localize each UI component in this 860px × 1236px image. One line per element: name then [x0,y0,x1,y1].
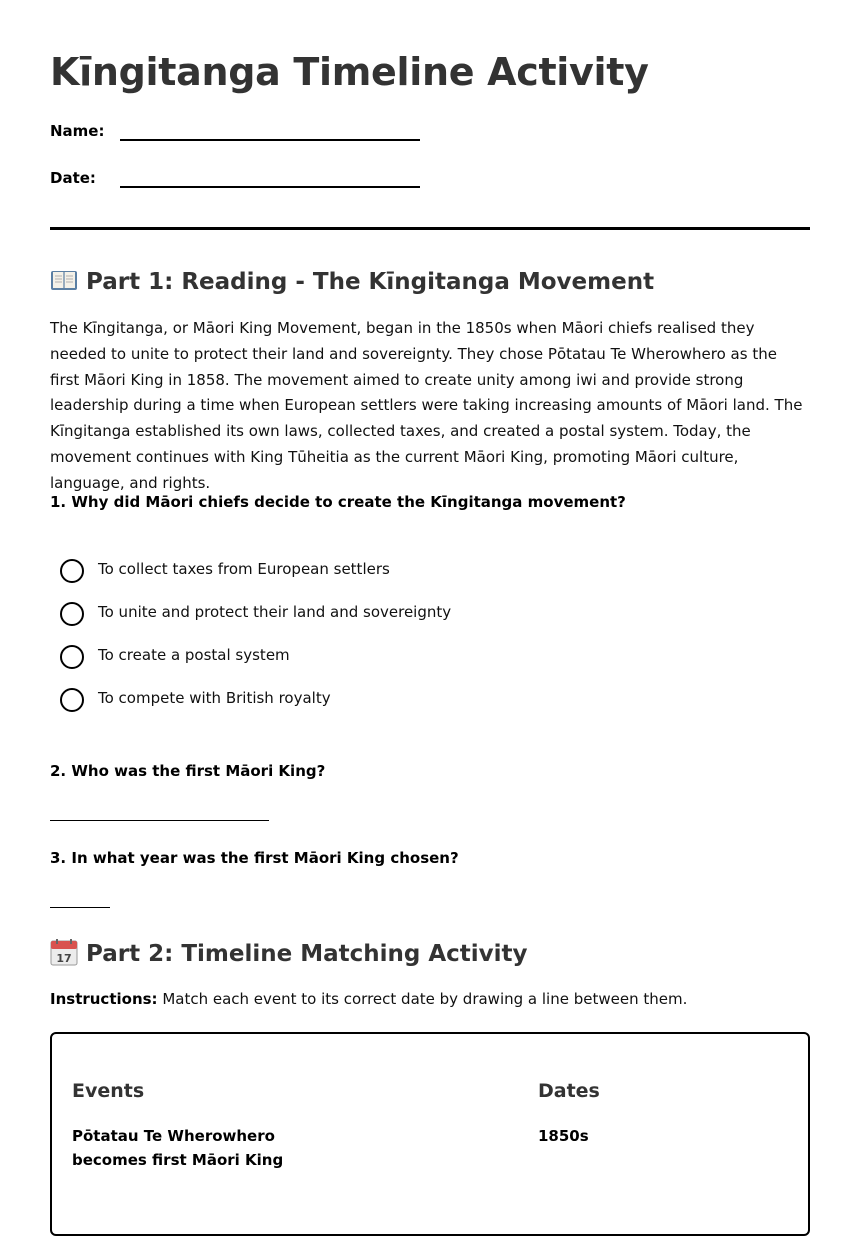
date-item[interactable]: 1850s [538,1127,589,1145]
reading-passage: The Kīngitanga, or Māori King Movement, began in the 1850s when Māori chiefs realised they needed to unite to protect their land and sovereignty. They chose Pōtatau Te Wherowhero as the first Māori King in 1858. The movement aimed to create unity among iwi and provide strong leadership during a time when European settlers were taking increasing amounts of Māori land. The Kīngitanga established its own laws, collected taxes, and created a postal system. Today, the movement continues with King Tūheitia as the current Māori King, promoting Māori culture, language, and rights. [50,319,803,492]
page-title: Kīngitanga Timeline Activity [50,50,649,94]
part2-heading-text: Part 2: Timeline Matching Activity [86,941,528,967]
part1-heading [50,268,654,295]
matching-box [50,1032,810,1236]
radio-button[interactable] [60,602,84,626]
radio-button[interactable] [60,688,84,712]
answer-3-line[interactable] [50,907,110,908]
instructions-text: Match each event to its correct date by drawing a line between them. [157,990,688,1008]
calendar-icon [50,938,78,966]
date-label: Date: [50,169,96,187]
radio-button[interactable] [60,645,84,669]
part1-heading-text: Part 1: Reading - The Kīngitanga Movement [86,269,655,295]
instructions [50,990,687,1008]
option-label: To create a postal system [98,646,290,664]
part2-heading [50,938,528,967]
question-2: 2. Who was the first Māori King? [50,762,326,780]
dates-column-header: Dates [538,1080,600,1102]
question-1: 1. Why did Māori chiefs decide to create the Kīngitanga movement? [50,493,626,511]
answer-2-line[interactable] [50,820,269,821]
open-book-icon [50,268,78,292]
svg-text:17: 17 [56,952,72,965]
event-item[interactable]: Pōtatau Te Wherowhero becomes first Māori King [72,1127,284,1169]
radio-button[interactable] [60,559,84,583]
header-divider [50,227,810,230]
name-input-line[interactable] [120,139,420,141]
date-input-line[interactable] [120,186,420,188]
events-column-header: Events [72,1080,145,1102]
instructions-label: Instructions: [50,990,158,1008]
option-label: To compete with British royalty [98,689,331,707]
option-label: To unite and protect their land and sovereignty [98,603,452,621]
question-3: 3. In what year was the first Māori King chosen? [50,849,459,867]
option-label: To collect taxes from European settlers [98,560,390,578]
name-label: Name: [50,122,105,140]
